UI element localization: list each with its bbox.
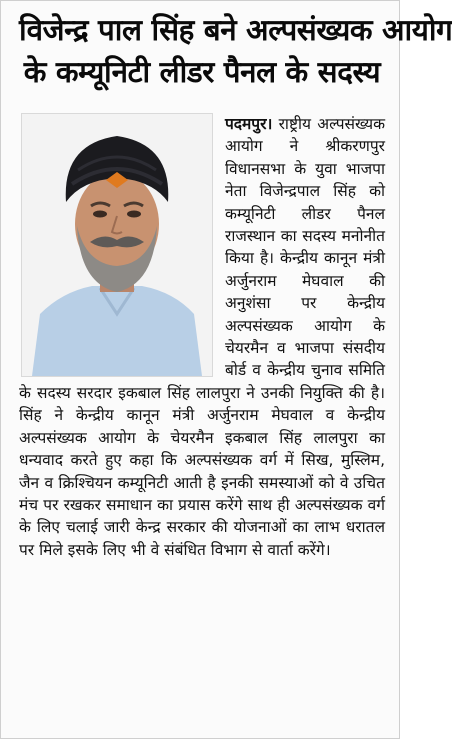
person-photo-icon: [22, 114, 212, 376]
article-text: राष्ट्रीय अल्पसंख्यक आयोग ने श्रीकरणपुर विधानसभा के युवा भाजपा नेता विजेन्द्रपाल सिंह को कम्यूनिटी लीडर पैनल राजस्थान का सदस्य मनोनीत किया है। केन्द्रीय कानून मंत्री अर्जुनराम मेघवाल की अनुशंसा पर केन्द्रीय अल्पसंख्यक आयोग के चेयरमैन व भाजपा संसदीय बोर्ड व केन्द्रीय चुनाव समिति के सदस्य सरदार इकबाल सिंह लालपुरा ने उनकी नियुक्ति की है। सिंह ने केन्द्रीय कानून मंत्री अर्जुनराम मेघवाल व केन्द्रीय अल्पसंख्यक आयोग के चेयरमैन इकबाल सिंह लालपुरा का धन्यवाद करते हुए कहा कि अल्पसंख्यक वर्ग में सिख, मुस्लिम, जैन व क्रिश्चियन कम्यूनिटी आती है इनकी समस्याओं को वे उचित मंच पर रखकर समाधान का प्रयास करेंगे साथ ही अल्पसंख्यक वर्ग के लिए चलाई जारी केन्द्र सरकार की योजनाओं का लाभ धरातल पर मिले इसके लिए भी वे संबंधित विभाग से वार्ता करेंगे।: [19, 115, 385, 559]
dateline: पदमपुर।: [225, 115, 273, 133]
article-body: [19, 113, 385, 561]
headline: [19, 9, 452, 93]
portrait-photo: [21, 113, 213, 377]
headline-line-1: विजेन्द्र पाल सिंह बने अल्पसंख्यक आयोग: [19, 13, 452, 47]
headline-line-2: के कम्यूनिटी लीडर पैनल के सदस्य: [23, 55, 381, 89]
